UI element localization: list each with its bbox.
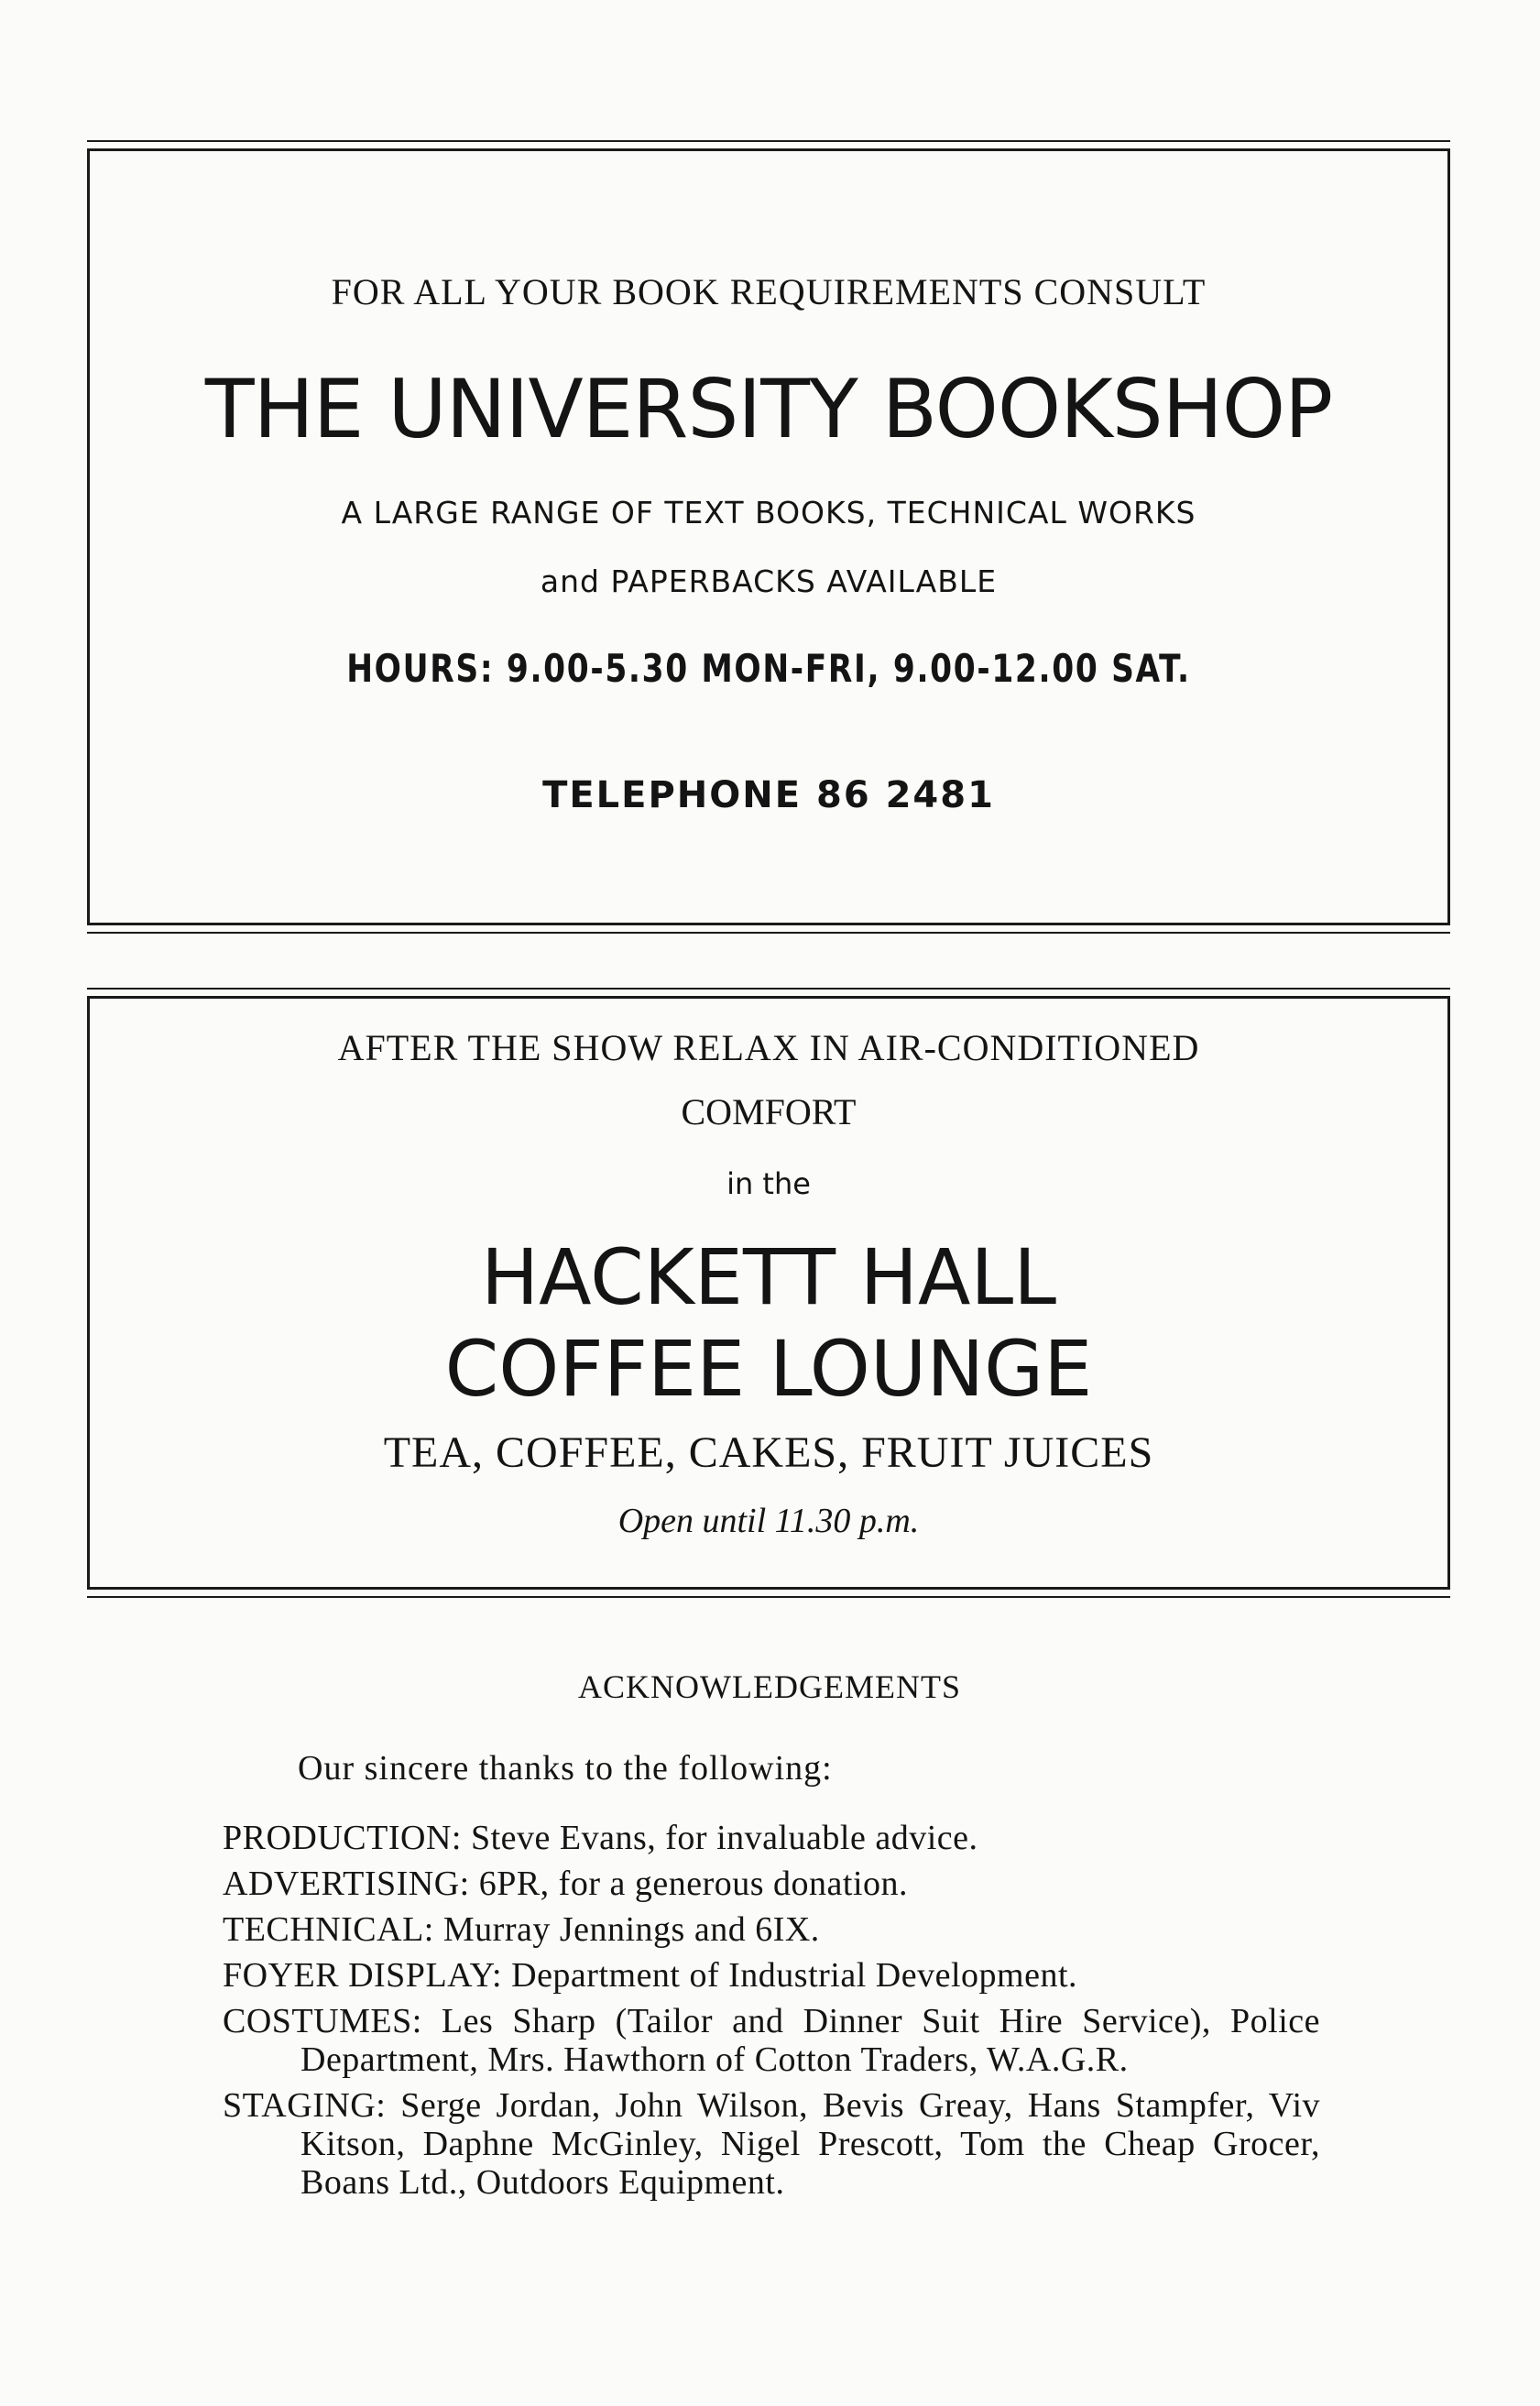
- bookshop-intro: FOR ALL YOUR BOOK REQUIREMENTS CONSULT: [331, 271, 1207, 312]
- credit-costumes: [223, 2002, 1320, 2079]
- coffee-lounge-advert: [87, 996, 1450, 1590]
- credit-advertising: [223, 1865, 1320, 1903]
- lounge-name-line-1: HACKETT HALL: [480, 1232, 1057, 1322]
- credit-label: COSTUMES:: [223, 2002, 422, 2040]
- lounge-opening-hours: Open until 11.30 p.m.: [617, 1502, 920, 1540]
- credit-text: Les Sharp (Tailor and Dinner Suit Hire Service), Police Department, Mrs. Hawthorn of Cotton Traders, W.A.G.R.: [300, 2002, 1320, 2079]
- credit-technical: [223, 1910, 1320, 1949]
- bookshop-advert: [87, 148, 1450, 925]
- lounge-fare: TEA, COFFEE, CAKES, FRUIT JUICES: [383, 1428, 1154, 1477]
- lounge-in-the: in the: [726, 1166, 811, 1201]
- credit-label: PRODUCTION:: [223, 1819, 462, 1857]
- lounge-intro-line-2: COMFORT: [681, 1091, 857, 1132]
- acknowledgements-intro: Our sincere thanks to the following:: [298, 1749, 833, 1788]
- credit-text: Murray Jennings and 6IX.: [442, 1910, 820, 1949]
- lounge-intro-line-1: AFTER THE SHOW RELAX IN AIR-CONDITIONED: [337, 1027, 1200, 1068]
- credit-staging: [223, 2086, 1320, 2202]
- credit-label: ADVERTISING:: [223, 1865, 470, 1903]
- bookshop-range-line-2: and PAPERBACKS AVAILABLE: [540, 563, 998, 599]
- bookshop-range-line-1: A LARGE RANGE OF TEXT BOOKS, TECHNICAL WORKS: [341, 495, 1196, 530]
- bookshop-telephone: TELEPHONE 86 2481: [542, 774, 995, 816]
- bookshop-hours: HOURS: 9.00-5.30 MON-FRI, 9.00-12.00 SAT.: [346, 646, 1191, 691]
- credit-label: FOYER DISPLAY:: [223, 1956, 503, 1995]
- credit-text: Serge Jordan, John Wilson, Bevis Greay, Hans Stampfer, Viv Kitson, Daphne McGinley, Nigel Prescott, Tom the Cheap Grocer, Boans Ltd., Outdoors Equipment.: [300, 2086, 1321, 2202]
- acknowledgements-heading: ACKNOWLEDGEMENTS: [578, 1668, 961, 1705]
- credit-label: TECHNICAL:: [223, 1910, 434, 1949]
- credit-production: [223, 1819, 1320, 1857]
- lounge-name-line-2: COFFEE LOUNGE: [444, 1324, 1093, 1414]
- acknowledgements-list: [223, 1819, 1320, 2209]
- credit-text: 6PR, for a generous donation.: [478, 1865, 909, 1903]
- credit-label: STAGING:: [223, 2086, 387, 2125]
- credit-text: Department of Industrial Development.: [511, 1956, 1077, 1995]
- credit-text: Steve Evans, for invaluable advice.: [470, 1819, 978, 1857]
- credit-foyer-display: [223, 1956, 1320, 1995]
- bookshop-name: THE UNIVERSITY BOOKSHOP: [204, 362, 1333, 456]
